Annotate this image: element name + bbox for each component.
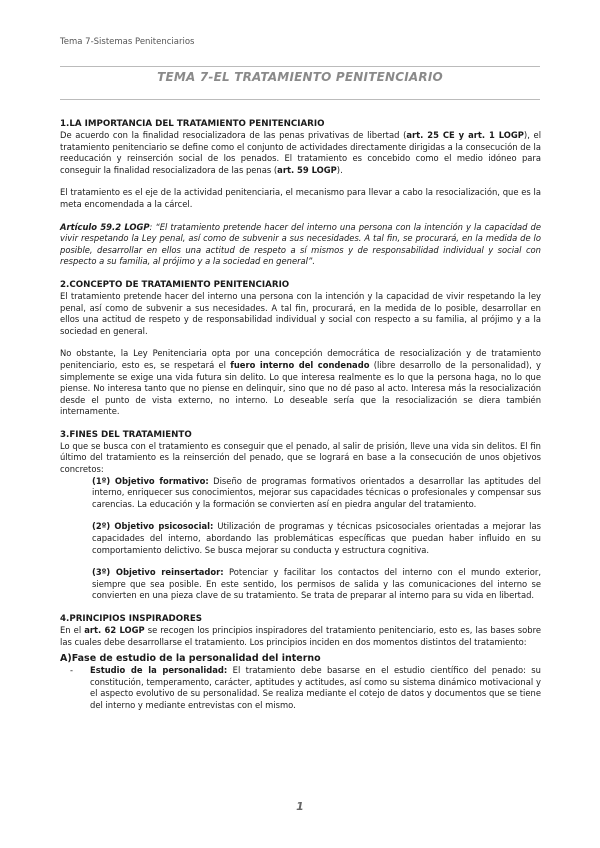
quote-label: Artículo 59.2 LOGP bbox=[60, 221, 150, 232]
text-run: No obstante, la Ley Penitenciaria opta por una concepción democrática de resocialización y de tratamiento penitenciario, esto es, se respetará el bbox=[60, 348, 541, 370]
text-run: En el bbox=[60, 625, 85, 635]
objective-text: Diseño de programas formativos orientados a desarrollar las aptitudes del interno, enriquecer sus conocimientos, mejorar sus capacidades técnicas o profesionales y compensar sus carencias. La educación y la formación se convierten así en piedra angular del tratamiento. bbox=[92, 475, 541, 509]
objective-formativo bbox=[60, 476, 541, 511]
title-rule-top bbox=[60, 66, 540, 67]
objective-text: Potenciar y facilitar los contactos del interno con el mundo exterior, siempre que sea posible. En este sentido, los permisos de salida y las comunicaciones del interno se convierten en una pieza clave de su tratamiento. Se trata de preparar al interno para su vida en libertad. bbox=[92, 567, 541, 601]
emphasis-text: fuero interno del condenado bbox=[230, 359, 370, 370]
objective-label: (3º) Objetivo reinsertador: bbox=[92, 567, 224, 578]
title-rule-bottom bbox=[60, 99, 540, 100]
section-3-heading: 3.FINES DEL TRATAMIENTO bbox=[60, 429, 192, 440]
section-2-heading: 2.CONCEPTO DE TRATAMIENTO PENITENCIARIO bbox=[60, 279, 290, 290]
legal-reference: art. 62 LOGP bbox=[84, 625, 145, 635]
text-run: ). bbox=[336, 164, 343, 175]
quote-text: : “El tratamiento pretende hacer del interno una persona con la intención y la capacidad de vivir respetando la Ley penal, así como de subvenir a sus necesidades. A tal fin, se procurará, en la medida de lo posible, desarrollar en ellos una actitud de respeto a sí mismos y de responsabilidad individual y social con respecto a su familia, al prójimo y a la sociedad en general”. bbox=[60, 221, 541, 267]
objective-text: Utilización de programas y técnicas psicosociales orientadas a mejorar las capacidades del interno, abordando las problemáticas específicas que puedan haber influido en su comportamiento delictivo. Se busca mejorar su conducta y estructura cognitiva. bbox=[92, 521, 541, 555]
section-3-intro: Lo que se busca con el tratamiento es conseguir que el penado, al salir de prisión, lleve una vida sin delitos. El fin último del tratamiento es la reinserción del penado, que se logrará en base a la consecución de unos objetivos concretos: bbox=[60, 440, 541, 475]
section-2-paragraph-2 bbox=[60, 348, 541, 418]
legal-reference: art. 59 LOGP bbox=[277, 164, 337, 175]
objective-psicosocial bbox=[60, 521, 541, 556]
section-4-heading: 4.PRINCIPIOS INSPIRADORES bbox=[60, 614, 203, 624]
running-header: Tema 7-Sistemas Penitenciarios bbox=[60, 37, 195, 47]
objective-reinsertador bbox=[60, 567, 541, 602]
subsection-a-heading: A)Fase de estudio de la personalidad del interno bbox=[60, 653, 321, 665]
section-1-paragraph-2: El tratamiento es el eje de la actividad penitenciaria, el mecanismo para llevar a cabo la resocialización, que es la meta encomendada a la cárcel. bbox=[60, 187, 541, 209]
list-item bbox=[60, 665, 541, 711]
legal-reference: art. 25 CE y art. 1 LOGP bbox=[406, 130, 524, 140]
list-item-label: Estudio de la personalidad: bbox=[90, 665, 228, 676]
section-1-quote bbox=[60, 222, 541, 268]
page-number: 1 bbox=[296, 800, 304, 813]
document-title: TEMA 7-EL TRATAMIENTO PENITENCIARIO bbox=[157, 70, 443, 84]
section-1-heading: 1.LA IMPORTANCIA DEL TRATAMIENTO PENITENCIARIO bbox=[60, 119, 325, 129]
list-bullet: - bbox=[70, 665, 74, 676]
list-item-text: El tratamiento debe basarse en el estudio científico del penado: su constitución, temperamento, carácter, aptitudes y actitudes, así como su sistema dinámico motivacional y el aspecto evolutivo de su personalidad. Se realiza mediante el cotejo de datos y documentos que se tiene del interno y mediante entrevistas con el mismo. bbox=[90, 665, 541, 710]
objective-label: (2º) Objetivo psicosocial: bbox=[92, 521, 214, 532]
text-run: De acuerdo con la finalidad resocializadora de las penas privativas de libertad ( bbox=[60, 130, 407, 140]
objective-label: (1º) Objetivo formativo: bbox=[92, 475, 209, 486]
section-1-paragraph-1 bbox=[60, 130, 541, 176]
section-2-paragraph-1: El tratamiento pretende hacer del interno una persona con la intención y la capacidad de vivir respetando la ley penal, así como de subvenir a sus necesidades. A tal fin, procurará, en la medida de lo posible, desarrollar en ellos una actitud de respeto y de responsabilidad individual y social con respecto a su familia, al prójimo y a la sociedad en general. bbox=[60, 290, 541, 336]
text-run: se recogen los principios inspiradores del tratamiento penitenciario, esto es, las bases sobre las cuales debe desarrollarse el tratamiento. Los principios inciden en dos momentos distintos del tratamiento: bbox=[60, 625, 542, 647]
principles-list bbox=[60, 665, 541, 711]
text-run: ), el tratamiento penitenciario se define como el conjunto de actividades directamente dirigidas a la consecución de la reeducación y reinserción social de los penados. El tratamiento es concebido como el medio idóneo para conseguir la finalidad resocializadora de las penas ( bbox=[60, 130, 542, 175]
document-body bbox=[60, 118, 541, 712]
text-run: (libre desarrollo de la personalidad), y simplemente se exige una vida futura sin delito. Lo que interesa realmente es lo que la persona haga, no lo que piense. No interesa tanto que no piense en delinquir, sino que no dé paso al acto. Interesa más la resocialización desde el punto de vista externo, no interno. Lo deseable sería que la resocialización se diera también internamente. bbox=[60, 359, 542, 417]
section-4-paragraph-1 bbox=[60, 625, 541, 648]
